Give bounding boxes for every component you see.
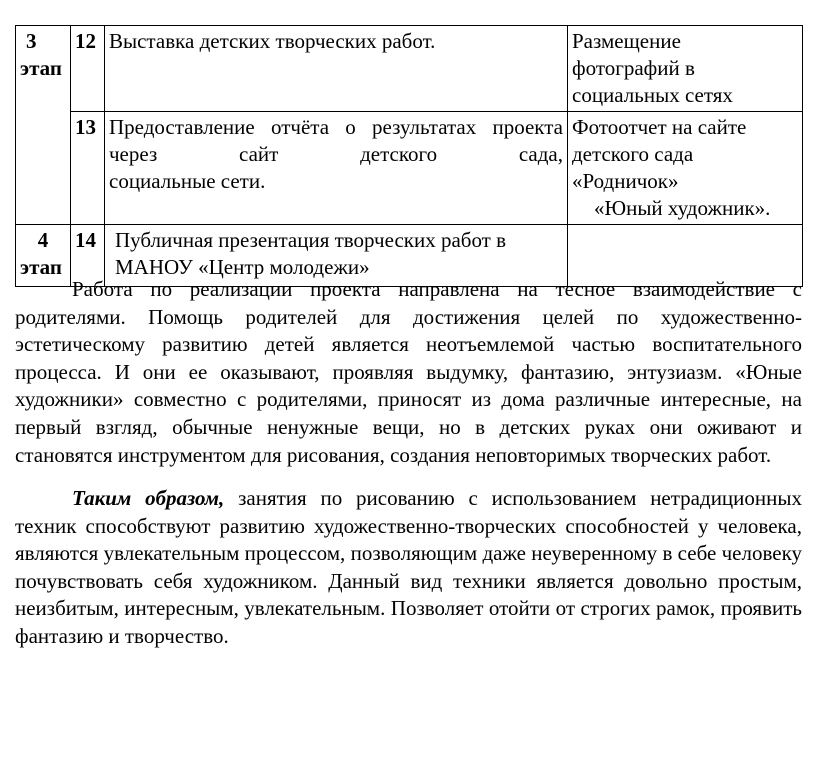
result-line: фотографий в <box>572 56 695 80</box>
table-row <box>16 26 803 112</box>
result-line: «Родничок» <box>572 169 679 193</box>
task-number: 12 <box>71 26 105 112</box>
task-text: Предоставление отчёта о результатах проекта через сайт детского сада, <box>109 115 563 166</box>
paragraph-conclusion <box>15 485 802 651</box>
stage-number: 4 <box>37 228 49 252</box>
body-text-conclusion <box>15 485 802 651</box>
stage-label: этап <box>20 56 62 80</box>
result-line: Фотоотчет на сайте <box>572 115 747 139</box>
result-line: детского сада <box>572 142 694 166</box>
result-line: Размещение <box>572 29 681 53</box>
paragraph-parents-role: Работа по реализации проекта направлена на тесное взаимодействие с родителями. Помощь родителей для достижения целей по художественно-эстетическому развитию детей является неотъемлемой частью воспитательного процесса. И они ее оказывают, проявляя выдумку, фантазию, энтузиазм. «Юные художники» совместно с родителями, приносят из дома различные интересные, на первый взгляд, обычные ненужные вещи, но в детских руках они оживают и становятся инструментом для рисования, создания неповторимых творческих работ. <box>15 277 802 467</box>
task-cell <box>105 112 568 225</box>
task-line: МАНОУ «Центр молодежи» <box>115 255 370 279</box>
task-text: социальные сети. <box>109 169 266 193</box>
stage-number: 3 <box>26 29 37 53</box>
result-cell <box>568 26 803 112</box>
task-number: 13 <box>71 112 105 225</box>
task-cell: Выставка детских творческих работ. <box>105 26 568 112</box>
conclusion-text: занятия по рисованию с использованием нетрадиционных техник способствуют развитию художественно-творческих способностей у человека, являются увлекательным процессом, позволяющим даже неуверенному в себе человеку почувствовать себя художником. Данный вид техники является довольно простым, неизбитым, интересным, увлекательным. Позволяет отойти от строгих рамок, проявить фантазию и творчество. <box>15 486 802 648</box>
task-number: 14 <box>71 225 105 287</box>
result-line: социальных сетях <box>572 83 733 107</box>
stage-label: этап <box>20 255 62 279</box>
task-line: Публичная презентация творческих работ в <box>115 228 507 252</box>
project-stages-table <box>15 25 803 287</box>
conclusion-lead: Таким образом, <box>72 486 225 510</box>
table-row <box>16 112 803 225</box>
result-line: «Юный художник». <box>594 196 771 220</box>
stage-cell <box>16 26 71 225</box>
result-cell <box>568 112 803 225</box>
body-text <box>15 276 802 469</box>
